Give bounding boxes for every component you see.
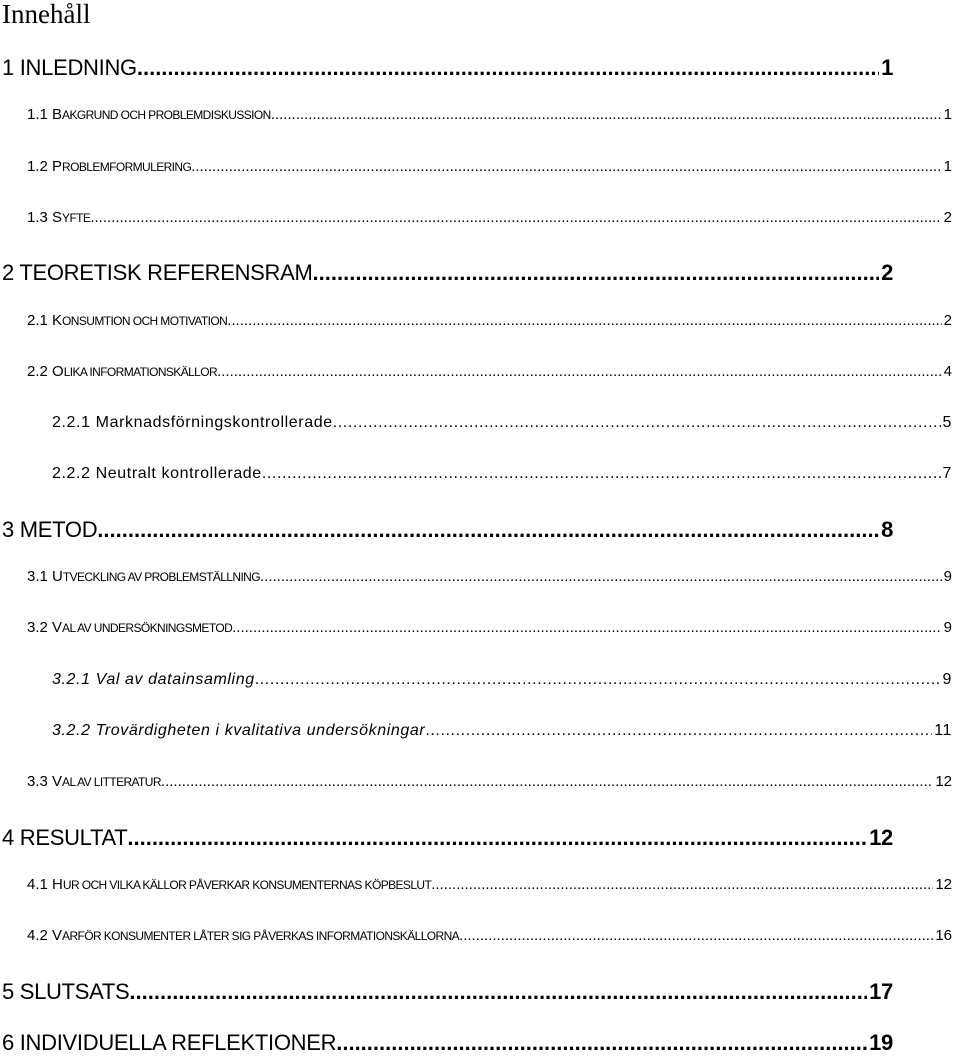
- toc-entry-text: TVECKLING AV PROBLEMSTÄLLNING: [62, 570, 260, 584]
- toc-entry-1[interactable]: [2, 54, 893, 82]
- toc-entry-number: 1: [2, 55, 14, 80]
- toc-entry-text: AL AV UNDERSÖKNINGSMETOD: [62, 621, 233, 635]
- toc-entry-initial: S: [52, 209, 63, 226]
- toc-dot-leader: [191, 157, 941, 177]
- toc-entry-2-2-1[interactable]: [52, 413, 952, 433]
- toc-entry-2-2-2[interactable]: [52, 464, 952, 484]
- toc-entry-3-3[interactable]: [27, 772, 952, 792]
- toc-entry-number: 1.1: [27, 106, 48, 123]
- toc-entry-label: [2, 978, 129, 1006]
- toc-entry-1-1[interactable]: [27, 105, 952, 125]
- toc-entry-text: INLEDNING: [19, 55, 137, 80]
- toc-entry-label: [27, 105, 271, 125]
- toc-entry-text: ROBLEMFORMULERING: [62, 160, 192, 174]
- toc-dot-leader: [217, 362, 942, 382]
- toc-entry-initial: V: [52, 773, 63, 790]
- toc-entry-text: Trovärdigheten i kvalitativa undersökningar: [95, 722, 426, 739]
- toc-entry-text: SLUTSATS: [19, 979, 130, 1004]
- toc-entry-number: 3.3: [27, 773, 48, 790]
- toc-entry-label: [27, 926, 459, 946]
- toc-dot-leader: [425, 721, 932, 741]
- toc-entry-label: [27, 311, 227, 331]
- toc-entry-2-1[interactable]: [27, 311, 952, 331]
- toc-entry-number: 1.2: [27, 158, 48, 175]
- toc-entry-label: [27, 157, 191, 177]
- toc-entry-3[interactable]: [2, 516, 893, 544]
- toc-dot-leader: [313, 259, 880, 287]
- toc-entry-initial: O: [52, 363, 64, 380]
- toc-entry-number: 4.1: [27, 876, 48, 893]
- toc-entry-1-2[interactable]: [27, 157, 952, 177]
- toc-page-number: 19: [869, 1030, 893, 1055]
- toc-entry-text: ONSUMTION OCH MOTIVATION: [62, 314, 228, 328]
- toc-entry-3-2-2[interactable]: [52, 721, 952, 741]
- toc-dot-leader: [129, 978, 867, 1006]
- toc-entry-4-2[interactable]: [27, 926, 952, 946]
- toc-page-number: 1: [881, 55, 893, 80]
- toc-entry-text: UR OCH VILKA KÄLLOR PÅVERKAR KONSUMENTERNAS KÖPBESLUT: [62, 878, 432, 892]
- toc-entry-text: METOD: [19, 517, 98, 542]
- toc-page-number: 17: [869, 979, 893, 1004]
- toc-entry-text: Val av datainsamling: [95, 671, 255, 688]
- toc-dot-leader: [260, 567, 942, 587]
- toc-entry-number: 3.2.1: [52, 671, 91, 688]
- toc-entry-6[interactable]: [2, 1029, 893, 1057]
- toc-dot-leader: [161, 772, 933, 792]
- toc-entry-text: YFTE: [62, 211, 91, 225]
- toc-dot-leader: [333, 413, 941, 433]
- toc-entry-label: [52, 464, 262, 484]
- toc-entry-2-2[interactable]: [27, 362, 952, 382]
- toc-entry-text: LIKA INFORMATIONSKÄLLOR: [63, 365, 218, 379]
- toc-entry-label: [52, 721, 425, 741]
- toc-entry-number: 1.3: [27, 209, 48, 226]
- toc-entry-initial: U: [52, 568, 63, 585]
- toc-entry-number: 3: [2, 517, 14, 542]
- toc-entry-label: [27, 875, 431, 895]
- toc-page-number: 1: [943, 106, 952, 123]
- toc-entry-label: [27, 362, 217, 382]
- toc-entry-text: Marknadsförningskontrollerade: [95, 414, 333, 431]
- toc-entry-number: 4: [2, 825, 14, 850]
- toc-entry-text: Neutralt kontrollerade: [95, 465, 262, 482]
- toc-entry-text: ARFÖR KONSUMENTER LÅTER SIG PÅVERKAS INFORMATIONSKÄLLORNA: [62, 929, 460, 943]
- toc-entry-label: [27, 208, 90, 228]
- toc-entry-number: 4.2: [27, 927, 48, 944]
- toc-entry-number: 5: [2, 979, 14, 1004]
- toc-page-number: 11: [934, 722, 952, 739]
- toc-entry-number: 2.2: [27, 363, 48, 380]
- toc-entry-3-1[interactable]: [27, 567, 952, 587]
- toc-entry-label: [2, 516, 97, 544]
- toc-page-number: 9: [943, 568, 952, 585]
- toc-page-number: 9: [942, 671, 952, 688]
- toc-entry-text: INDIVIDUELLA REFLEKTIONER: [19, 1030, 337, 1055]
- toc-dot-leader: [271, 105, 942, 125]
- toc-dot-leader: [97, 516, 879, 544]
- toc-entry-initial: H: [52, 876, 63, 893]
- toc-page-number: 16: [935, 927, 952, 944]
- toc-title: Innehåll: [2, 0, 91, 29]
- toc-entry-5[interactable]: [2, 978, 893, 1006]
- toc-entry-number: 3.1: [27, 568, 48, 585]
- toc-entry-number: 3.2.2: [52, 722, 91, 739]
- toc-page-number: 12: [869, 825, 893, 850]
- toc-entry-number: 2.1: [27, 312, 48, 329]
- toc-dot-leader: [431, 875, 933, 895]
- toc-entry-initial: V: [52, 619, 63, 636]
- toc-dot-leader: [255, 670, 941, 690]
- toc-dot-leader: [232, 618, 942, 638]
- toc-dot-leader: [262, 464, 941, 484]
- toc-entry-number: 2: [2, 260, 14, 285]
- toc-entry-label: [52, 413, 333, 433]
- toc-page-number: 8: [881, 517, 893, 542]
- toc-dot-leader: [459, 926, 933, 946]
- toc-dot-leader: [127, 824, 867, 852]
- toc-entry-1-3[interactable]: [27, 208, 952, 228]
- toc-entry-text: RESULTAT: [19, 825, 128, 850]
- toc-entry-label: [27, 618, 232, 638]
- toc-entry-initial: P: [52, 158, 63, 175]
- toc-page-number: 2: [881, 260, 893, 285]
- toc-entry-3-2-1[interactable]: [52, 670, 952, 690]
- toc-entry-4[interactable]: [2, 824, 893, 852]
- toc-entry-label: [2, 259, 313, 287]
- toc-page-number: 7: [942, 465, 952, 482]
- toc-entry-label: [27, 772, 161, 792]
- toc-page-number: 12: [935, 773, 952, 790]
- toc-entry-number: 6: [2, 1030, 14, 1055]
- toc-dot-leader: [137, 54, 879, 82]
- toc-page-number: 1: [943, 158, 952, 175]
- toc-entry-text: AL AV LITTERATUR: [62, 775, 161, 789]
- toc-entry-label: [2, 824, 127, 852]
- toc-entry-number: 3.2: [27, 619, 48, 636]
- toc-entry-label: [27, 567, 260, 587]
- toc-page-number: 12: [935, 876, 952, 893]
- toc-entry-initial: B: [52, 106, 63, 123]
- toc-entry-text: AKGRUND OCH PROBLEMDISKUSSION: [62, 108, 271, 122]
- toc-page-number: 4: [943, 363, 952, 380]
- toc-entry-initial: V: [52, 927, 63, 944]
- toc-entry-initial: K: [52, 312, 63, 329]
- toc-dot-leader: [336, 1029, 867, 1057]
- toc-entry-label: [2, 1029, 336, 1057]
- toc-page-number: 5: [942, 414, 952, 431]
- toc-entry-4-1[interactable]: [27, 875, 952, 895]
- toc-entry-label: [2, 54, 137, 82]
- toc-entry-number: 2.2.1: [52, 414, 91, 431]
- toc-dot-leader: [90, 208, 941, 228]
- toc-entry-label: [52, 670, 255, 690]
- toc-entry-number: 2.2.2: [52, 465, 91, 482]
- toc-entry-text: TEORETISK REFERENSRAM: [19, 260, 313, 285]
- toc-dot-leader: [227, 311, 941, 331]
- toc-page-number: 9: [943, 619, 952, 636]
- toc-entry-2[interactable]: [2, 259, 893, 287]
- toc-page-number: 2: [943, 209, 952, 226]
- toc-page-number: 2: [943, 312, 952, 329]
- toc-entry-3-2[interactable]: [27, 618, 952, 638]
